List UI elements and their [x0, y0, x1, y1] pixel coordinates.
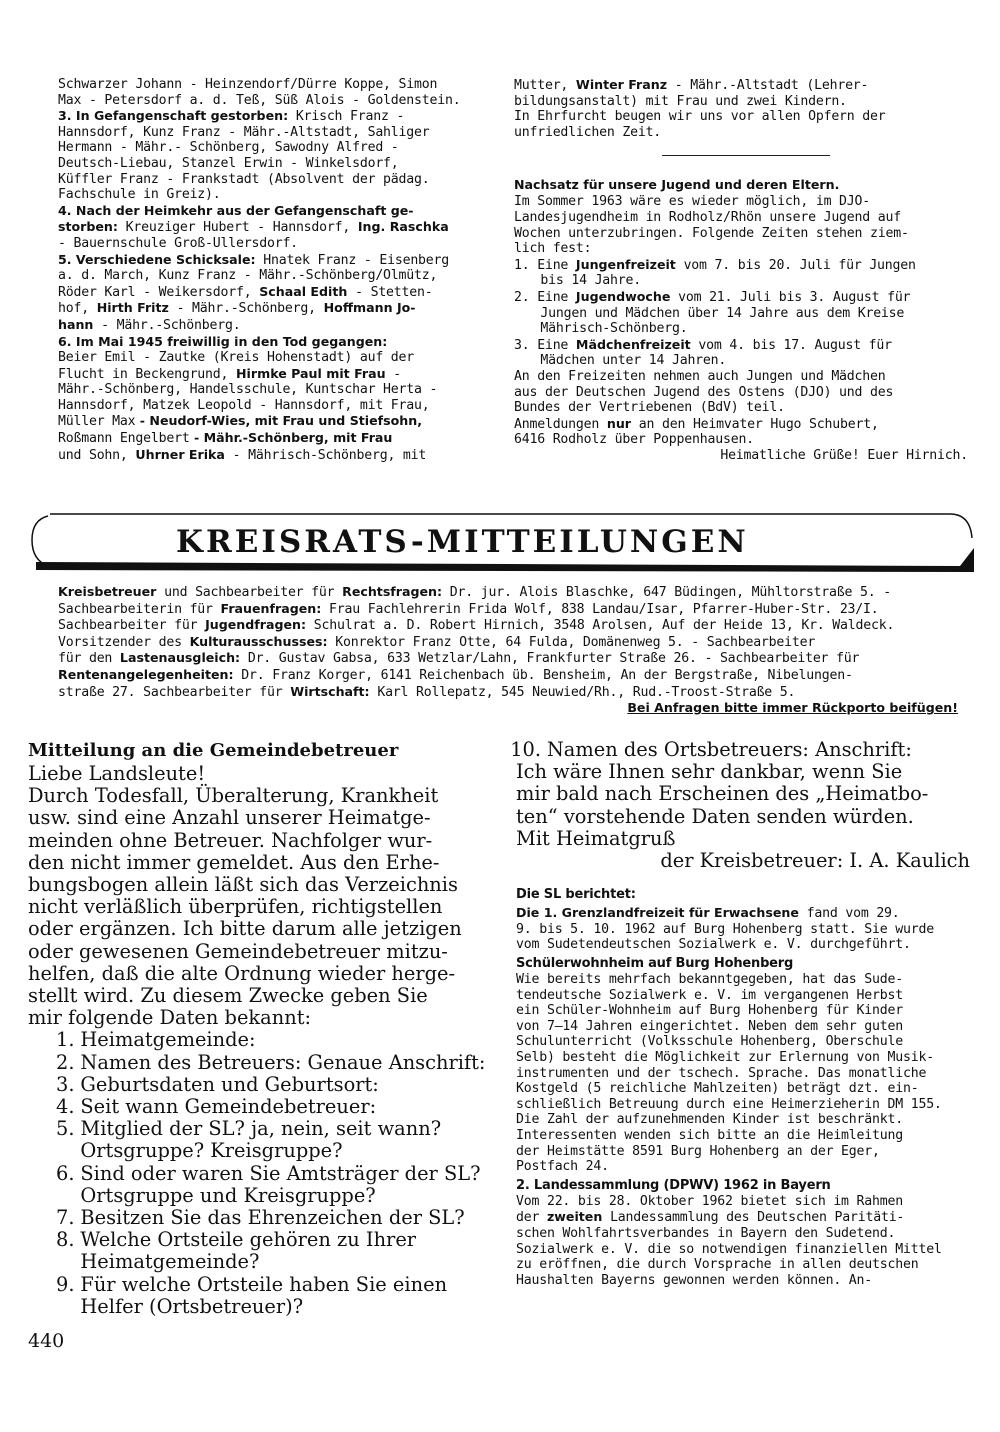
kreisrat-contacts — [58, 584, 958, 716]
list-text: Heimatgemeinde: — [80, 1028, 256, 1052]
text-line — [516, 1226, 976, 1242]
closing-text — [510, 761, 976, 850]
list-item — [514, 289, 974, 337]
bold-text: Jungenfreizeit — [575, 256, 676, 272]
text-line — [58, 284, 488, 301]
list-number: 3. — [56, 1072, 75, 1096]
list-number: 1. — [56, 1028, 75, 1052]
text-segment: Schulrat a. D. Robert Hirnich, 3548 Arolsen, Auf der Heide 13, Kr. Waldeck. — [306, 618, 895, 634]
bold-text: hann — [58, 316, 94, 332]
text-line: mir folgende Daten bekannt: — [28, 1006, 312, 1030]
text-line: Beier Emil - Zautke (Kreis Hohenstadt) auf der — [58, 350, 415, 366]
text-line: schließlich Betreuung durch eine Heimerzieherin DM 155. — [516, 1096, 942, 1112]
list-number: 4. — [56, 1095, 75, 1119]
bold-text: Lastenausgleich: — [119, 650, 241, 666]
list-item: 10. Namen des Ortsbetreuers: Anschrift: — [510, 738, 912, 761]
text-segment: Dr. Franz Korger, 6141 Reichenbach üb. Bensheim, An der Bergstraße, Nibelungen- — [233, 667, 853, 683]
text-line: instrumenten und der tschech. Sprache. Das monatliche — [516, 1065, 927, 1081]
text-line: Ich wäre Ihnen sehr dankbar, wenn Sie — [516, 760, 903, 784]
victims-continuation — [514, 77, 974, 140]
signature: der Kreisbetreuer: I. A. Kaulich — [660, 849, 970, 873]
bold-text: Rechtsfragen: — [342, 584, 443, 599]
text-segment: vom 7. bis 20. Juli für Jungen — [675, 257, 916, 273]
text-segment: der — [516, 1210, 547, 1226]
text-segment: Frau Fachlehrerin Frida Wolf, 838 Landau/Isar, Pfarrer-Huber-Str. 23/I. — [321, 601, 879, 617]
text-segment: Hnatek Franz - Eisenberg — [255, 252, 450, 268]
list-text: Namen des Betreuers: Genaue Anschrift: — [80, 1050, 486, 1074]
text-line: oder ergänzen. Ich bitte darum alle jetzigen — [28, 917, 462, 941]
bold-text: Mädchenfreizeit — [575, 336, 691, 352]
list-number: 7. — [56, 1206, 75, 1230]
text-segment: Vom 22. bis 28. Oktober 1962 bietet sich im Rahmen — [516, 1193, 903, 1209]
contact-line — [58, 650, 958, 667]
bold-text: Die 1. Grenzlandfreizeit für Erwachsene — [516, 905, 799, 921]
anmeldung-address: 6416 Rodholz über Poppenhausen. — [514, 432, 754, 448]
text-line: Die Zahl der aufzunehmenden Kinder ist beschränkt. — [516, 1112, 903, 1128]
list-text: Welche Ortsteile gehören zu Ihrer Heimatgemeinde? — [80, 1228, 417, 1274]
text-line — [58, 447, 488, 464]
contact-line — [58, 584, 958, 601]
list-text: Mitglied der SL? ja, nein, seit wann? Ortsgruppe? Kreisgruppe? — [80, 1117, 442, 1163]
text-line: tendeutsche Sozialwerk e. V. im vergangenen Herbst — [516, 987, 903, 1003]
text-segment: Konrektor Franz Otte, 64 Fulda, Domänenweg 5. - Sachbearbeiter — [327, 634, 816, 650]
list-item — [514, 257, 974, 289]
contact-line — [58, 684, 958, 701]
text-segment: Karl Rollepatz, 545 Neuwied/Rh., Rud.-Troost-Straße 5. — [369, 684, 796, 700]
text-line — [58, 366, 488, 383]
text-segment: - Mähr.-Altstadt (Lehrer- — [667, 78, 869, 93]
bold-text: Hoffmann Jo- — [323, 300, 416, 316]
list-item — [28, 1029, 490, 1051]
nachsatz-outro — [514, 369, 974, 416]
text-line: unfriedlichen Zeit. — [514, 124, 662, 140]
text-segment: Flucht in Beckengrund, — [58, 366, 237, 382]
contact-line — [58, 634, 958, 651]
text-line — [516, 1209, 976, 1226]
text-segment: für den — [58, 651, 120, 667]
text-line: der Heimstätte 8591 Burg Hohenberg an der Eger, — [516, 1143, 880, 1159]
text-line: oder gewesenen Gemeindebetreuer mitzu- — [28, 939, 448, 963]
text-segment: und Sachbearbeiter für — [156, 585, 343, 600]
list-text: Sind oder waren Sie Amtsträger der SL? Ortsgruppe und Kreisgruppe? — [80, 1161, 481, 1207]
text-line — [58, 252, 488, 269]
list-number: 1. — [514, 257, 538, 273]
top-left-column — [58, 77, 488, 463]
text-segment: zu eröffnen, die durch Vorsprache in allen deutschen — [516, 1257, 919, 1273]
text-line: aus der Deutschen Jugend des Ostens (DJO) und des — [514, 384, 894, 400]
text-line — [514, 77, 974, 94]
text-line: Mit Heimatgruß — [516, 826, 676, 850]
bold-text: 5. Verschiedene Schicksale: — [58, 251, 256, 267]
list-item-line — [514, 257, 974, 274]
text-line — [58, 413, 488, 430]
bold-text: Hirth Fritz — [96, 300, 169, 316]
list-item-line — [514, 337, 974, 354]
list-item — [28, 1118, 490, 1162]
text-segment: Vorsitzender des — [58, 634, 190, 650]
text-segment: Eine — [537, 337, 576, 353]
list-number: 5. — [56, 1117, 75, 1141]
list-text: Besitzen Sie das Ehrenzeichen der SL? — [80, 1206, 465, 1230]
nachsatz-intro — [514, 194, 974, 256]
bold-text: storben: — [58, 219, 118, 235]
text-segment: Sachbearbeiter für — [58, 618, 206, 634]
text-line: Kostgeld (5 reichliche Mahlzeiten) beträgt dzt. ein- — [516, 1081, 919, 1097]
list-item — [28, 1096, 490, 1118]
list-item — [28, 1163, 490, 1207]
text-line: nicht verläßlich überprüfen, richtigstellen — [28, 895, 443, 919]
text-line: Schwarzer Johann - Heinzendorf/Dürre Koppe, Simon — [58, 77, 438, 92]
text-line — [516, 1242, 976, 1258]
text-line: Landesjugendheim in Rodholz/Rhön unsere Jugend auf — [514, 209, 901, 225]
text-line: stellt wird. Zu diesem Zwecke geben Sie — [28, 984, 428, 1008]
page-number: 440 — [28, 1330, 65, 1352]
bold-text: 4. Nach der Heimkehr aus der Gefangenschaft ge- — [58, 202, 414, 218]
text-line: Hannsdorf, Matzek Leopold - Hannsdorf, mit Frau, — [58, 397, 430, 413]
list-item — [28, 1052, 490, 1074]
text-line: Deutsch-Liebau, Stanzel Erwin - Winkelsdorf, — [58, 155, 399, 171]
text-segment: Kreuziger Hubert - Hannsdorf, — [117, 220, 358, 236]
text-line: Hannsdorf, Kunz Franz - Mähr.-Altstadt, Sahliger — [58, 124, 430, 140]
text-line: lich fest: — [514, 241, 592, 257]
text-line: Hermann - Mähr.- Schönberg, Sawodny Alfred - — [58, 140, 399, 156]
text-segment: hof, — [58, 301, 97, 317]
text-line: Küffler Franz - Frankstadt (Absolvent der pädag. — [58, 171, 430, 187]
text-line: usw. sind eine Anzahl unserer Heimatge- — [28, 806, 431, 830]
text-segment: vom 21. Juli bis 3. August für — [670, 289, 911, 305]
kreisrats-banner — [30, 508, 974, 578]
questionnaire-list-continued — [510, 739, 976, 761]
text-segment: Landessammlung des Deutschen Paritäti- — [602, 1210, 905, 1226]
bold-text: Rentenangelegenheiten: — [58, 666, 234, 682]
list-item-line — [514, 289, 974, 306]
text-line: ein Schüler-Wohnheim auf Burg Hohenberg für Kinder — [516, 1003, 903, 1019]
mitteilung-heading: Mitteilung an die Gemeindebetreuer — [28, 740, 399, 761]
greeting: Heimatliche Grüße! Euer Hirnich. — [720, 447, 968, 463]
bold-text: Hirmke Paul mit Frau — [236, 365, 386, 381]
text-segment: Mutter, — [514, 78, 576, 93]
text-segment: und Sohn, — [58, 447, 136, 463]
bottom-right-column — [510, 739, 976, 1288]
list-number: 2. — [56, 1050, 75, 1074]
text-line: Interessenten wenden sich bitte an die Heimleitung — [516, 1127, 903, 1143]
list-number: 3. — [514, 337, 538, 353]
text-segment: vom 4. bis 17. August für — [690, 337, 892, 353]
rueckporto-note: Bei Anfragen bitte immer Rückporto beifügen! — [627, 700, 958, 716]
text-line: Mähr.-Schönberg, Handelsschule, Kuntschar Herta - — [58, 382, 438, 398]
text-line: Im Sommer 1963 wäre es wieder möglich, im DJO- — [514, 194, 871, 210]
bold-text: Jugendwoche — [575, 288, 671, 304]
text-segment: Dr. jur. Alois Blaschke, 647 Büdingen, Mühltorstraße 5. - — [442, 585, 891, 600]
text-line: Fachschule in Greiz). — [58, 187, 221, 203]
text-segment: - Stetten- — [347, 284, 433, 300]
text-segment: Eine — [537, 257, 576, 273]
list-item — [514, 337, 974, 369]
list-item — [28, 1274, 490, 1318]
schuelerwohnheim-text — [516, 972, 976, 1175]
text-line: Durch Todesfall, Überalterung, Krankheit — [28, 784, 439, 808]
text-line: meinden ohne Betreuer. Nachfolger wur- — [28, 828, 433, 852]
text-segment: Haushalten Bayerns gewonnen werden können. An- — [516, 1272, 873, 1288]
list-item — [28, 1207, 490, 1229]
text-line — [58, 219, 488, 236]
text-segment: Röder Karl - Weikersdorf, — [58, 284, 260, 300]
list-item-continuation: Mädchen unter 14 Jahren. — [540, 353, 727, 369]
bold-text: Uhrner Erika — [135, 446, 225, 462]
text-line — [58, 203, 488, 220]
contact-line — [58, 617, 958, 634]
bold-text: Winter Franz — [575, 77, 668, 92]
text-segment: Eine — [537, 289, 576, 305]
text-segment: straße 27. Sachbearbeiter für — [58, 684, 291, 700]
text-line: den nicht immer gemeldet. Aus den Erhe- — [28, 850, 440, 874]
text-line: bungsbogen allein läßt sich das Verzeichnis — [28, 873, 458, 897]
list-item — [28, 1229, 490, 1273]
bottom-left-column — [28, 739, 490, 1318]
bold-text: zweiten — [546, 1209, 603, 1225]
bold-text: Ing. Raschka — [357, 219, 449, 235]
text-line: ten“ vorstehende Daten senden würden. — [516, 804, 914, 828]
bold-text: Kulturausschusses: — [189, 633, 328, 649]
bold-text: 6. Im Mai 1945 freiwillig in den Tod gegangen: — [58, 333, 388, 349]
salutation: Liebe Landsleute! — [28, 762, 206, 785]
anmeldung-line: Anmeldungen nur an den Heimvater Hugo Schubert, — [514, 415, 879, 432]
text-segment: schen Wohlfahrtsverbandes in Bayern den Sudetend. — [516, 1225, 896, 1241]
bold-text: Kreisbetreuer — [58, 584, 157, 599]
text-segment: Dr. Gustav Gabsa, 633 Wetzlar/Lahn, Frankfurter Straße 26. - Sachbearbeiter für — [240, 651, 860, 667]
text-line — [58, 300, 488, 317]
list-item — [28, 1074, 490, 1096]
text-segment: - — [385, 366, 402, 382]
text-segment: - Mähr.-Schönberg. — [93, 317, 241, 333]
text-line: bildungsanstalt) mit Frau und zwei Kindern. — [514, 93, 847, 109]
list-item-continuation: Jungen und Mädchen über 14 Jahre aus dem Kreise Mährisch-Schönberg. — [540, 305, 905, 337]
sl-heading: Die SL berichtet: — [516, 887, 636, 903]
schuelerwohnheim-title: Schülerwohnheim auf Burg Hohenberg — [516, 956, 794, 971]
text-segment: Müller Max — [58, 414, 136, 430]
list-number: 2. — [514, 289, 538, 305]
text-segment: Krisch Franz - — [288, 109, 405, 125]
landessammlung-text — [516, 1194, 976, 1289]
list-text: Seit wann Gemeindebetreuer: — [80, 1095, 377, 1119]
bold-text: - Mähr.-Schönberg, mit Frau — [189, 430, 393, 446]
text-line: Postfach 24. — [516, 1159, 609, 1175]
text-segment: fand vom 29. — [798, 906, 900, 922]
text-line — [516, 905, 976, 922]
mitteilung-body — [28, 785, 490, 1029]
text-line: Selb) besteht die Möglichkeit zur Erlernung von Musik- — [516, 1049, 934, 1065]
text-line — [516, 1194, 976, 1210]
bold-text: 3. In Gefangenschaft gestorben: — [58, 108, 289, 124]
list-item-continuation: bis 14 Jahre. — [540, 273, 642, 289]
text-segment: Sozialwerk e. V. die so notwendigen finanziellen Mittel — [516, 1241, 942, 1257]
freizeit-list — [514, 257, 974, 369]
text-line: a. d. March, Kunz Franz - Mähr.-Schönberg/Olmütz, — [58, 268, 438, 284]
list-text: Für welche Ortsteile haben Sie einen Helfer (Ortsbetreuer)? — [80, 1272, 448, 1318]
contact-line — [58, 667, 958, 684]
text-line: - Bauernschule Groß-Ullersdorf. — [58, 235, 298, 251]
bold-text: - Neudorf-Wies, mit Frau und Stiefsohn, — [135, 413, 422, 429]
text-line: 9. bis 5. 10. 1962 auf Burg Hohenberg statt. Sie wurde — [516, 921, 934, 937]
list-text: Geburtsdaten und Geburtsort: — [80, 1072, 379, 1096]
nachsatz-title: Nachsatz für unsere Jugend und deren Eltern. — [514, 177, 840, 193]
text-line: Max - Petersdorf a. d. Teß, Süß Alois - Goldenstein. — [58, 92, 461, 108]
bold-text: Frauenfragen: — [220, 600, 322, 616]
text-line: An den Freizeiten nehmen auch Jungen und Mädchen — [514, 368, 886, 384]
text-line: Wochen unterzubringen. Folgende Zeiten stehen ziem- — [514, 225, 909, 241]
text-line — [58, 334, 488, 351]
list-number: 9. — [56, 1272, 75, 1296]
text-line — [58, 430, 488, 447]
text-line: Bundes der Vertriebenen (BdV) teil. — [514, 400, 785, 416]
text-segment: - Mähr.-Schönberg, — [168, 301, 324, 317]
text-line — [58, 108, 488, 125]
section-divider — [662, 155, 830, 156]
text-line: von 7—14 Jahren eingerichtet. Neben dem sehr guten — [516, 1018, 903, 1034]
questionnaire-list — [28, 1029, 490, 1318]
text-line: Schulunterricht (Volksschule Hohenberg, Oberschule — [516, 1034, 903, 1050]
text-line — [516, 1257, 976, 1273]
list-number: 6. — [56, 1161, 75, 1185]
text-segment: Sachbearbeiterin für — [58, 601, 221, 617]
contact-line — [58, 601, 958, 618]
text-segment: - Mährisch-Schönberg, mit — [224, 447, 427, 463]
text-line — [516, 1273, 976, 1289]
bold-text: Wirtschaft: — [290, 683, 370, 699]
text-line: helfen, daß die alte Ordnung wieder herge- — [28, 961, 456, 985]
grenzlandfreizeit-report — [516, 905, 976, 953]
bold-text: Jugendfragen: — [205, 617, 306, 633]
text-line: Wie bereits mehrfach bekanntgegeben, hat das Sude- — [516, 972, 903, 987]
text-line: vom Sudetendeutschen Sozialwerk e. V. durchgeführt. — [516, 937, 911, 953]
banner-title: KREISRATS-MITTEILUNGEN — [176, 524, 749, 560]
text-line: mir bald nach Erscheinen des „Heimatbo- — [516, 782, 929, 806]
text-line — [58, 317, 488, 334]
top-right-column — [514, 77, 974, 463]
text-line: In Ehrfurcht beugen wir uns vor allen Opfern der — [514, 109, 886, 125]
bold-text: Schaal Edith — [259, 283, 348, 299]
landessammlung-title: 2. Landessammlung (DPWV) 1962 in Bayern — [516, 1177, 831, 1193]
list-number: 8. — [56, 1228, 75, 1252]
text-segment: Roßmann Engelbert — [58, 431, 190, 447]
